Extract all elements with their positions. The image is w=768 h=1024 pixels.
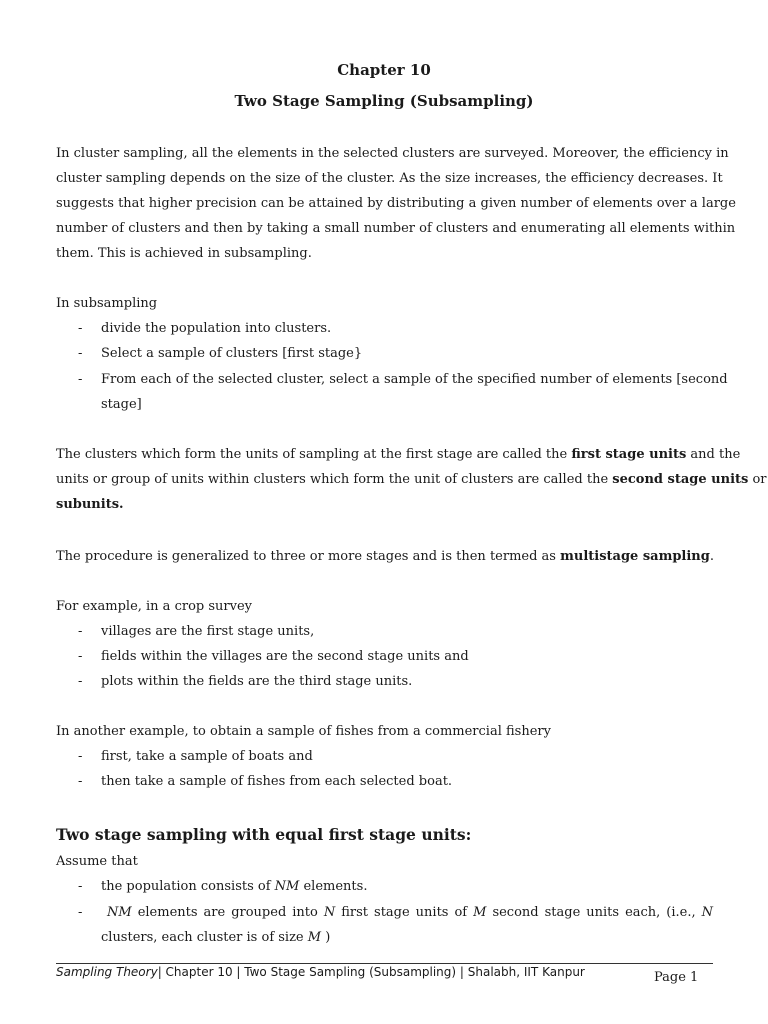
- units-line: [56, 467, 767, 492]
- bullet-marker: -: [78, 749, 83, 764]
- term-subunits: subunits.: [56, 497, 124, 512]
- bullet-text: plots within the fields are the third stage units.: [101, 674, 413, 689]
- math-symbol: NM: [274, 879, 300, 894]
- crop-bullet: [101, 669, 713, 694]
- page-number: Page 1: [654, 970, 699, 985]
- fishery-bullet: [101, 769, 713, 794]
- text-run: units or group of units within clusters which form the unit of clusters are called the: [56, 472, 613, 487]
- text-run: ): [321, 930, 331, 945]
- chapter-label: Chapter 10: [337, 61, 431, 79]
- bullet-marker: -: [78, 649, 83, 664]
- text-run: second stage units each, (i.e.,: [486, 905, 702, 920]
- crop-lead: For example, in a crop survey: [56, 599, 252, 614]
- page-title: Two Stage Sampling (Subsampling): [234, 92, 534, 110]
- units-line: [56, 442, 741, 467]
- bullet-text: From each of the selected cluster, select a sample of the specified number of elements [second: [101, 372, 728, 387]
- term-second-stage-units: second stage units: [612, 472, 749, 487]
- fishery-bullet: [101, 744, 713, 769]
- subsampling-lead: In subsampling: [56, 296, 158, 311]
- subsampling-bullet: [101, 341, 713, 366]
- multistage-line: [56, 544, 714, 569]
- math-symbol: M: [473, 905, 487, 920]
- bullet-text: Select a sample of clusters [first stage}: [101, 346, 363, 361]
- subsampling-bullet: [101, 316, 713, 341]
- bullet-marker: -: [78, 774, 83, 789]
- bullet-marker: -: [78, 905, 83, 920]
- text-run: elements are grouped into: [131, 905, 324, 920]
- bullet-marker: -: [78, 372, 83, 387]
- math-symbol: N: [323, 905, 336, 920]
- bullet-text: divide the population into clusters.: [101, 321, 332, 336]
- bullet-text: stage]: [101, 397, 142, 412]
- section-heading: Two stage sampling with equal first stage units:: [56, 825, 472, 844]
- bullet-text: [101, 925, 713, 950]
- text-run: and the: [686, 447, 741, 462]
- footer-rest: | Chapter 10 | Two Stage Sampling (Subsampling) | Shalabh, IIT Kanpur: [157, 965, 585, 979]
- text-run: The clusters which form the units of sampling at the first stage are called the: [56, 447, 572, 462]
- intro-line: suggests that higher precision can be attained by distributing a given number of elements over a large: [56, 196, 736, 211]
- crop-bullet: [101, 619, 713, 644]
- term-first-stage-units: first stage units: [571, 447, 687, 462]
- units-line: [56, 492, 713, 517]
- assumption-bullet: [101, 874, 713, 899]
- footer-book-title: Sampling Theory: [56, 965, 158, 979]
- bullet-text: [101, 874, 713, 899]
- units-paragraph: [56, 442, 767, 517]
- bullet-text: [101, 900, 713, 925]
- math-symbol: N: [701, 905, 713, 920]
- intro-paragraph: [56, 141, 736, 266]
- bullet-marker: -: [78, 624, 83, 639]
- intro-line: In cluster sampling, all the elements in the selected clusters are surveyed. Moreover, the efficiency in: [56, 146, 729, 161]
- footer-running-title: [56, 965, 585, 979]
- intro-line: number of clusters and then by taking a small number of clusters and enumerating all elements within: [56, 221, 736, 236]
- text-run: clusters, each cluster is of size: [101, 930, 308, 945]
- bullet-marker: -: [78, 346, 83, 361]
- text-run: .: [709, 549, 714, 564]
- subsampling-bullet: [101, 367, 728, 417]
- text-run: first stage units of: [335, 905, 474, 920]
- footer-rule: [56, 963, 713, 964]
- assume-lead: Assume that: [56, 854, 138, 869]
- text-run: The procedure is generalized to three or more stages and is then termed as: [56, 549, 561, 564]
- bullet-marker: -: [78, 674, 83, 689]
- text-run: or: [748, 472, 767, 487]
- crop-bullet: [101, 644, 713, 669]
- assumption-bullet: [101, 900, 713, 950]
- math-symbol: M: [307, 930, 322, 945]
- bullet-text: fields within the villages are the second stage units and: [101, 649, 469, 664]
- text-run: elements.: [299, 879, 368, 894]
- bullet-marker: -: [78, 321, 83, 336]
- term-multistage-sampling: multistage sampling: [560, 549, 710, 564]
- fishery-lead: In another example, to obtain a sample of fishes from a commercial fishery: [56, 724, 551, 739]
- intro-line: them. This is achieved in subsampling.: [56, 246, 312, 261]
- math-symbol: NM: [107, 905, 132, 920]
- bullet-text: then take a sample of fishes from each selected boat.: [101, 774, 453, 789]
- text-run: the population consists of: [101, 879, 275, 894]
- bullet-text: first, take a sample of boats and: [101, 749, 313, 764]
- intro-line: cluster sampling depends on the size of the cluster. As the size increases, the efficiency decreases. It: [56, 171, 723, 186]
- bullet-text: villages are the first stage units,: [101, 624, 315, 639]
- bullet-marker: -: [78, 879, 83, 894]
